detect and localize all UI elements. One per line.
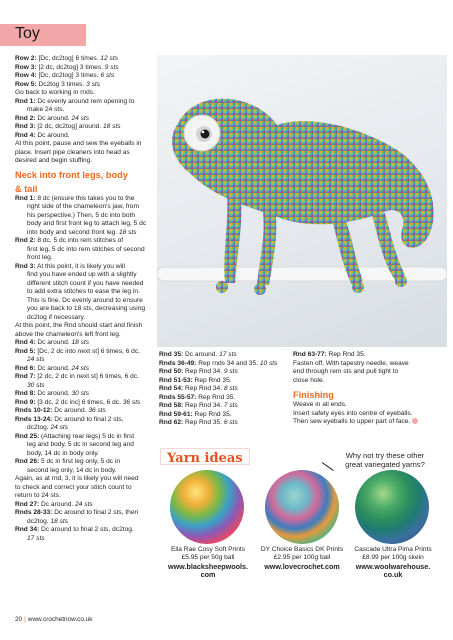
instruction-text: 8 dc. 5 dc into rem stitches of [35, 237, 124, 244]
pattern-line [15, 212, 155, 221]
pattern-line [15, 424, 155, 433]
pattern-line [15, 89, 155, 98]
instruction-text: [Dc, dc2tog] 6 times. [36, 55, 101, 62]
instruction-text: body, 14 dc in body only. [27, 449, 99, 457]
pattern-line [15, 475, 155, 484]
instruction-text: [2 dc, 2 dc in next st] 6 times, 6 dc. [35, 373, 139, 380]
stitch-count: 24 sts [50, 424, 69, 431]
instruction-text: close hole. [293, 376, 325, 384]
pattern-line [15, 72, 155, 81]
instruction-text: into body and second front leg. [27, 228, 120, 236]
instruction-text: Dc evenly around rem opening to [35, 97, 135, 105]
pattern-line [15, 365, 155, 374]
chameleon-illustration [157, 55, 447, 347]
pattern-line [15, 115, 155, 124]
yarn-product-caption [256, 546, 348, 571]
pattern-line [15, 518, 155, 527]
pattern-line [15, 123, 155, 132]
page-footer [15, 616, 92, 623]
round-label: Rnd 8: [15, 390, 36, 397]
pattern-line [15, 433, 155, 442]
yarn-product-link[interactable]: co.uk [383, 570, 403, 579]
pattern-line [15, 416, 155, 425]
chameleon-photo [157, 55, 447, 347]
round-label: Row 4: [15, 72, 37, 79]
instruction-text: different stitch count if you have needed [27, 279, 144, 287]
instruction-text: Rep rnds 34 and 35. [196, 359, 260, 367]
pattern-line [159, 377, 284, 386]
instruction-text: dc2tog. [27, 517, 51, 525]
instruction-text: At this point, it is likely you will [35, 262, 125, 270]
instruction-text: Rep Rnd 34. [183, 368, 224, 375]
pattern-line [15, 203, 155, 212]
round-label: Rnd 1: [15, 194, 36, 202]
round-label: Rnd 54: [159, 385, 184, 392]
pattern-line [15, 314, 155, 323]
finishing-heading: Finishing [293, 390, 334, 400]
pattern-line [15, 390, 155, 399]
pattern-line [293, 360, 443, 369]
pattern-line [15, 254, 155, 263]
round-label: Rnds 13-24: [15, 415, 53, 423]
yarn-product-name: DY Choice Basics DK Prints [260, 546, 344, 553]
round-label: Rnd 7: [15, 373, 36, 380]
pattern-line [15, 509, 155, 518]
pattern-line [15, 288, 155, 297]
pattern-line [15, 348, 155, 357]
pattern-line [15, 382, 155, 391]
round-label: Rnd 58: [159, 402, 184, 409]
yarn-product-link[interactable]: www.lovecrochet.com [264, 561, 340, 571]
pattern-line [15, 492, 155, 501]
stitch-count: 24 sts [71, 114, 90, 122]
stitch-count: 6 sts [100, 72, 115, 79]
stitch-count: 18 sts [102, 123, 121, 130]
round-label: Rnds 10-12: [15, 407, 53, 414]
round-label: Rnds 55-57: [159, 393, 197, 401]
yarn-product-price: £2.95 per 100g ball [273, 554, 331, 562]
yarn-product-caption [162, 546, 254, 579]
instruction-text: Dc around. [39, 500, 76, 508]
yarn-callout-line: great variegated yarns? [345, 460, 425, 469]
instruction-text: Dc2tog 3 times. [36, 80, 87, 88]
instruction-text: you are back to 18 sts, decreasing using [27, 305, 146, 312]
yarn-product-caption [347, 546, 439, 579]
pattern-column-left [15, 55, 155, 543]
instruction-text: first leg, 5 dc into rem stitches of second [27, 245, 145, 253]
pattern-line [159, 368, 284, 377]
round-label: Rnd 2: [15, 237, 36, 244]
stitch-count: 24 sts [71, 364, 90, 372]
instruction-text: 8 dc (ensure this takes you to the [35, 194, 135, 202]
pattern-line [15, 441, 155, 450]
pattern-line [15, 305, 155, 314]
pattern-line [15, 467, 155, 476]
instruction-text: to check and correct your stitch count to [15, 483, 132, 491]
instruction-text: to add extra stitches to ease the leg in. [27, 288, 140, 295]
section-tab-label: Toy [15, 25, 40, 42]
instruction-text: [Dc, 2 dc into next st] 6 times, 6 dc. [35, 347, 140, 355]
round-label: Rnd 4: [15, 131, 36, 139]
round-label: Row 5: [15, 80, 37, 88]
instruction-text: return to 24 sts. [15, 492, 61, 499]
instruction-text: Rep Rnd 35. [192, 410, 232, 418]
pattern-line [15, 157, 155, 166]
instruction-text: body and first front leg to attach leg, 5 dc [27, 220, 147, 227]
pattern-line [159, 394, 284, 403]
instruction-text: Rep Rnd 35. [192, 376, 232, 384]
round-label: Rnd 9: [15, 398, 36, 406]
round-label: Rnd 1: [15, 97, 36, 105]
pattern-line [15, 81, 155, 90]
pattern-line [15, 331, 155, 340]
yarn-product-name: Ella Rae Cosy Soft Prints [170, 546, 246, 553]
instruction-text: his perspective.) Then, 5 dc into both [27, 211, 136, 219]
yarn-ball-image [355, 470, 429, 544]
instruction-text: [2 dc, dc2tog] 3 times. [36, 63, 105, 71]
pattern-line [15, 399, 155, 408]
right-column-rows [293, 351, 443, 385]
round-label: Rnd 6: [15, 364, 36, 372]
pattern-line [15, 246, 155, 255]
stitch-count: 36 sts [88, 407, 106, 414]
pattern-line [159, 360, 284, 369]
instruction-text: leg and body, 5 dc in second leg and [27, 441, 134, 448]
pattern-column-middle [159, 351, 284, 428]
instruction-text: Rep Rnd 34. [183, 385, 224, 392]
round-label: Rnd 63-77: [293, 351, 327, 358]
round-label: Rnd 27: [15, 500, 40, 508]
instruction-text: Dc around. [35, 131, 70, 139]
stitch-count: 9 sts [223, 368, 238, 375]
pattern-line [15, 322, 155, 331]
instruction-text: Rep Rnd 35. [183, 419, 224, 426]
instruction-text: Dc around. [52, 407, 89, 414]
instruction-text: Go back to working in rnds: [15, 89, 95, 96]
section-heading: & tail [15, 183, 38, 194]
stitch-count: 6 sts [223, 419, 238, 426]
stitch-count: 30 sts [71, 390, 90, 397]
round-label: Rnd 4: [15, 339, 36, 346]
instruction-text: Again, as at rnd, 3, it is likely you will need [15, 475, 139, 482]
pattern-line [159, 402, 284, 411]
stitch-count: 18 sts [71, 339, 90, 346]
pattern-line [15, 458, 155, 467]
stitch-count: 18 sts [50, 517, 69, 525]
pattern-line [15, 484, 155, 493]
instruction-text: At this point, the Rnd should start and finish [15, 322, 143, 329]
round-label: Rnd 26: [15, 458, 40, 465]
stitch-count: 24 sts [27, 356, 45, 363]
pattern-line [15, 501, 155, 510]
pattern-line [15, 339, 155, 348]
pattern-line [15, 140, 155, 149]
round-label: Rnd 50: [159, 368, 184, 375]
pattern-line [15, 271, 155, 280]
pattern-line [15, 297, 155, 306]
stitch-count: 7 sts [223, 402, 238, 409]
round-label: Rnds 28-33: [15, 509, 53, 516]
pattern-line [15, 149, 155, 158]
instruction-text: find you have ended up with a slightly [27, 271, 137, 278]
pattern-line [159, 411, 284, 420]
yarn-product-name: Cascade Ultra Pima Prints [354, 546, 432, 553]
pattern-line [15, 106, 155, 115]
round-label: Row 3: [15, 63, 37, 71]
pattern-line [15, 373, 155, 382]
instruction-text: [Dc, dc2tog] 3 times. [36, 72, 101, 79]
pattern-line [15, 356, 155, 365]
stitch-count: 24 sts [75, 500, 93, 508]
yarn-ideas-title: Yarn ideas [167, 451, 243, 466]
yarn-product-link[interactable]: www.woolwarehouse. [355, 561, 431, 571]
footer-site-link[interactable]: www.crochetnow.co.uk [27, 616, 93, 623]
instruction-text: Rep Rnd 35. [196, 393, 236, 401]
round-label: Rnds 36-49: [159, 359, 197, 367]
stitch-count: 8 sts [223, 385, 238, 392]
section-tab [0, 24, 86, 46]
pattern-column-right [293, 351, 443, 427]
instruction-text: front leg. [27, 254, 53, 261]
round-label: Rnd 35: [159, 351, 184, 358]
instruction-text: [3 dc, 2 dc inc] 6 times, 6 dc. [35, 398, 123, 406]
round-label: Rnd 5: [15, 347, 36, 355]
instruction-text: Dc around. [35, 364, 72, 372]
instruction-text: desired and begin stuffing. [15, 157, 93, 164]
pattern-line [15, 64, 155, 73]
yarn-product-price: £5.95 per 50g ball [181, 554, 235, 562]
round-label: Rnd 3: [15, 123, 36, 130]
round-label: Rnd 25: [15, 432, 40, 440]
stitch-count: 17 sts [27, 534, 45, 542]
stitch-count: 9 sts [104, 63, 119, 71]
pattern-line [15, 450, 155, 459]
instruction-text: Dc around. [35, 339, 72, 346]
stitch-count: 36 sts [122, 398, 141, 406]
instruction-text: second leg only, 14 dc in body. [27, 466, 117, 474]
instruction-text: Dc around to final 2 sts, dc2tog. [39, 526, 134, 533]
pattern-line [15, 526, 155, 535]
instruction-text: above the chameleon's left front leg. [15, 330, 121, 338]
yarn-ideas-heading [160, 448, 250, 465]
finishing-line-text: Then sew eyeballs to upper part of face. [293, 418, 411, 425]
yarn-callout [330, 451, 440, 469]
instruction-text: dc2tog if necessary. [27, 313, 86, 321]
pattern-line [15, 229, 155, 238]
pattern-line [15, 132, 155, 141]
round-label: Rnd 3: [15, 262, 36, 270]
instruction-text: dc2tog. [27, 424, 51, 431]
pattern-line [15, 220, 155, 229]
pattern-line [159, 385, 284, 394]
instruction-text: 5 dc in first leg only, 5 dc in [39, 458, 121, 465]
finishing-line [293, 418, 443, 427]
yarn-callout-line: Why not try these other [345, 451, 425, 460]
round-label: Rnd 62: [159, 419, 184, 426]
yarn-product-link[interactable]: com [200, 570, 216, 579]
instruction-text: make 24 sts. [27, 106, 65, 113]
instruction-text: right side of the chameleon's jaw, from [27, 203, 139, 210]
instruction-text: At this point, pause and sew the eyeballs in [15, 140, 142, 147]
instruction-text: (Attaching rear legs) 5 dc in first [39, 432, 135, 440]
stitch-count: 30 sts [27, 381, 45, 389]
yarn-product-link[interactable]: www.blacksheepwools. [167, 561, 249, 571]
yarn-ball-image [170, 470, 244, 544]
pattern-line [15, 195, 155, 204]
round-label: Rnd 51-53: [159, 376, 193, 384]
section-heading: Neck into front legs, body [15, 169, 128, 180]
instruction-text: Dc around. [183, 351, 220, 358]
stitch-count: 10 sts [259, 359, 278, 367]
stitch-count: 17 sts [219, 351, 237, 358]
instruction-text: Dc around to final 2 sts, [52, 415, 124, 423]
page-number: 20 [15, 616, 23, 623]
pattern-line [15, 407, 155, 416]
yarn-ball-image [265, 470, 339, 544]
pattern-line [159, 419, 284, 428]
stitch-count: 18 sts [119, 228, 137, 236]
instruction-text: Rep Rnd 34. [183, 402, 224, 409]
instruction-text: [2 dc, dc2tog] around. [35, 123, 103, 130]
end-marker-icon [412, 418, 418, 424]
pattern-line [15, 55, 155, 64]
pattern-line [15, 263, 155, 272]
instruction-text: This is fine. Dc evenly around to ensure [27, 296, 143, 304]
pattern-line [15, 280, 155, 289]
pattern-line [293, 368, 443, 377]
finishing-line: Weave in all ends. [293, 401, 347, 408]
round-label: Row 2: [15, 55, 37, 62]
pattern-line [293, 377, 443, 386]
yarn-product-price: £8.99 per 100g skein [362, 554, 424, 562]
pattern-line [293, 351, 443, 360]
stitch-count: 3 sts [86, 80, 101, 88]
round-label: Rnd 59-61: [159, 410, 193, 418]
instruction-text: Dc around. [35, 114, 72, 122]
pattern-line [15, 98, 155, 107]
finishing-line: Insert safety eyes into centre of eyeballs. [293, 409, 413, 417]
footer-separator: | [24, 616, 26, 623]
instruction-text: Dc around to final 2 sts, then [52, 509, 139, 516]
pattern-line [15, 237, 155, 246]
instruction-text: Dc around. [35, 390, 72, 397]
instruction-text: Fasten off. With tapestry needle, weave [293, 359, 409, 367]
round-label: Rnd 34: [15, 526, 40, 533]
instruction-text: place. Insert pipe cleaners into head as [15, 148, 130, 156]
pattern-line [159, 351, 284, 360]
stitch-count: 12 sts [100, 55, 118, 62]
round-label: Rnd 2: [15, 114, 36, 122]
instruction-text: end through rem sts and pull tight to [293, 368, 399, 375]
pattern-line [15, 535, 155, 544]
instruction-text: Rep Rnd 35. [326, 351, 366, 358]
